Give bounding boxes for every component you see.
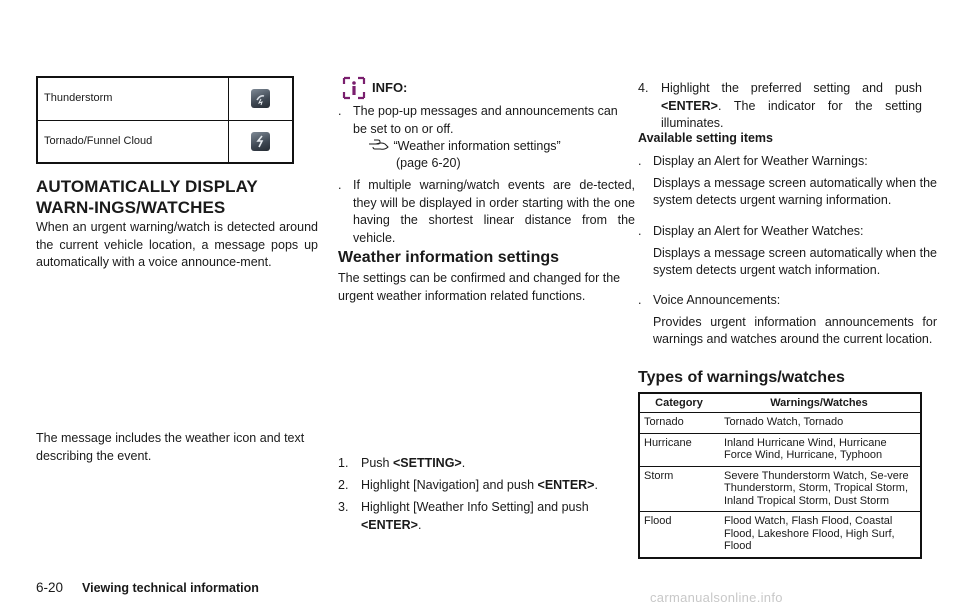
list-item: . The pop-up messages and announcements can be set to on or off. (338, 104, 618, 136)
key-enter: <ENTER> (537, 478, 595, 492)
warnings-cell: Flood Watch, Flash Flood, Coastal Flood, Lakeshore Flood, High Surf, Flood (718, 512, 921, 558)
page-reference (368, 138, 618, 156)
bullet: . (638, 293, 642, 307)
bullet: . (338, 104, 342, 118)
reference-hand-icon (368, 139, 390, 151)
key-enter: <ENTER> (361, 517, 418, 532)
thunderstorm-icon (251, 89, 270, 108)
subsection-heading: Weather information settings (338, 249, 560, 266)
column-header: Category (639, 393, 718, 413)
step-1: 1. Push <SETTING>. (338, 456, 466, 470)
table-row (639, 466, 921, 512)
info-title: INFO: (372, 80, 408, 95)
intro-paragraph: When an urgent warning/watch is detected around the current vehicle location, a message pops up automatically with a voice announce-ment. (36, 220, 318, 269)
reference-page[interactable]: (page 6-20) (396, 156, 461, 170)
page-number: 6-20 (36, 580, 64, 595)
table-row (37, 77, 293, 120)
category-cell: Hurricane (639, 433, 718, 466)
info-icon (342, 76, 364, 98)
list-item: . Voice Announcements: Provides urgent information announcements for warnings and watches around the current location. (638, 293, 937, 346)
table-row (37, 120, 293, 163)
tornado-icon (251, 132, 270, 151)
types-heading: Types of warnings/watches (638, 369, 845, 386)
table-row (639, 433, 921, 466)
key-enter: <ENTER> (661, 98, 718, 113)
weather-icon-table (36, 76, 294, 164)
bullet: . (338, 178, 342, 192)
warnings-cell: Inland Hurricane Wind, Hurricane Force Wind, Hurricane, Typhoon (718, 433, 921, 466)
warnings-cell: Severe Thunderstorm Watch, Se-vere Thunderstorm, Storm, Tropical Storm, Inland Tropical Storm, Dust Storm (718, 466, 921, 512)
list-item: . If multiple warning/watch events are de-tected, they will be displayed in order starting with the one having the shortest linear distance from the vehicle. (338, 178, 635, 245)
available-heading: Available setting items (638, 131, 773, 145)
icon-label: Thunderstorm (37, 77, 229, 120)
warnings-cell: Tornado Watch, Tornado (718, 413, 921, 434)
table-row (639, 512, 921, 558)
section-heading: AUTOMATICALLY DISPLAY WARN-INGS/WATCHES (36, 177, 258, 217)
warnings-table (638, 392, 922, 559)
step-2: 2. Highlight [Navigation] and push <ENTER>. (338, 478, 598, 492)
description-paragraph: The message includes the weather icon and text describing the event. (36, 431, 305, 463)
watermark: carmanualsonline.info (650, 590, 783, 605)
list-item: . Display an Alert for Weather Watches: Displays a message screen automatically when the system detects urgent watch information. (638, 224, 937, 277)
step-4: 4. Highlight the preferred setting and push <ENTER>. The indicator for the setting illuminates. (638, 81, 922, 130)
category-cell: Tornado (639, 413, 718, 434)
table-row (639, 413, 921, 434)
footer-section-title: Viewing technical information (82, 581, 259, 595)
bullet: . (638, 154, 642, 168)
settings-intro: The settings can be confirmed and changed for the urgent weather information related functions. (338, 271, 621, 303)
column-header: Warnings/Watches (718, 393, 921, 413)
key-setting: <SETTING> (392, 456, 462, 470)
bullet: . (638, 224, 642, 238)
table-header-row (639, 393, 921, 413)
step-3: 3. Highlight [Weather Info Setting] and push <ENTER>. (338, 500, 589, 532)
list-item: . Display an Alert for Weather Warnings: Displays a message screen automatically when the system detects urgent warning information. (638, 154, 937, 207)
reference-text[interactable]: “Weather information settings” (393, 139, 561, 153)
category-cell: Flood (639, 512, 718, 558)
icon-label: Tornado/Funnel Cloud (37, 120, 229, 163)
category-cell: Storm (639, 466, 718, 512)
